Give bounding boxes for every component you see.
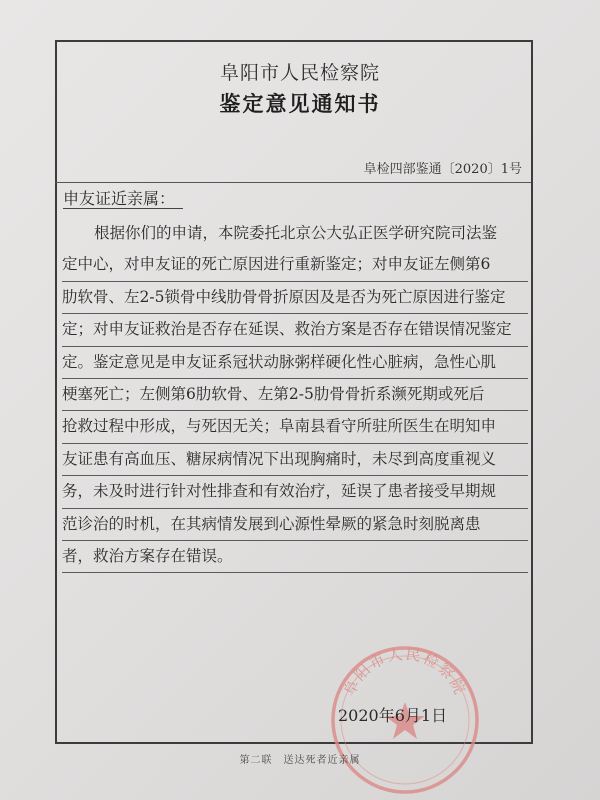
salutation-underline [63, 208, 183, 209]
document-number: 阜检四部鉴通〔2020〕1号 [363, 162, 522, 177]
body-line: 者，救治方案存在错误。 [62, 541, 528, 573]
body-line: 肋软骨、左2-5锁骨中线肋骨骨折原因及是否为死亡原因进行鉴定 [62, 282, 528, 314]
header-divider [55, 182, 531, 183]
body-line: 友证患有高血压、糖尿病情况下出现胸痛时，未尽到高度重视义 [62, 444, 528, 476]
body-line: 抢救过程中形成，与死因无关；阜南县看守所驻所医生在明知申 [62, 411, 528, 443]
issue-date: 2020年6月1日 [338, 706, 448, 725]
copy-designation: 第二联 送达死者近亲属 [239, 755, 361, 766]
document-title: 鉴定意见通知书 [219, 91, 381, 116]
issuing-organization: 阜阳市人民检察院 [219, 62, 380, 84]
svg-text:阜阳市人民检察院 [340, 645, 469, 699]
body-line: 务，未及时进行针对性排查和有效治疗，延误了患者接受早期规 [62, 476, 528, 508]
body-line: 定。鉴定意见是申友证系冠状动脉粥样硬化性心脏病，急性心肌 [62, 347, 528, 379]
body-line: 定；对申友证救治是否存在延误、救治方案是否存在错误情况鉴定 [62, 314, 528, 346]
body-line: 梗塞死亡；左侧第6肋软骨、左第2-5肋骨骨折系濒死期或死后 [62, 379, 528, 411]
seal-text: 阜阳市人民检察院 [340, 644, 470, 699]
body-line: 根据你们的申请，本院委托北京公大弘正医学研究院司法鉴 [94, 224, 498, 242]
body-line: 范诊治的时机，在其病情发展到心源性晕厥的紧急时刻脱离患 [62, 509, 528, 541]
notice-body [62, 218, 528, 573]
salutation: 申友证近亲属： [63, 189, 176, 208]
body-line: 定中心，对申友证的死亡原因进行重新鉴定；对申友证左侧第6 [62, 249, 528, 281]
